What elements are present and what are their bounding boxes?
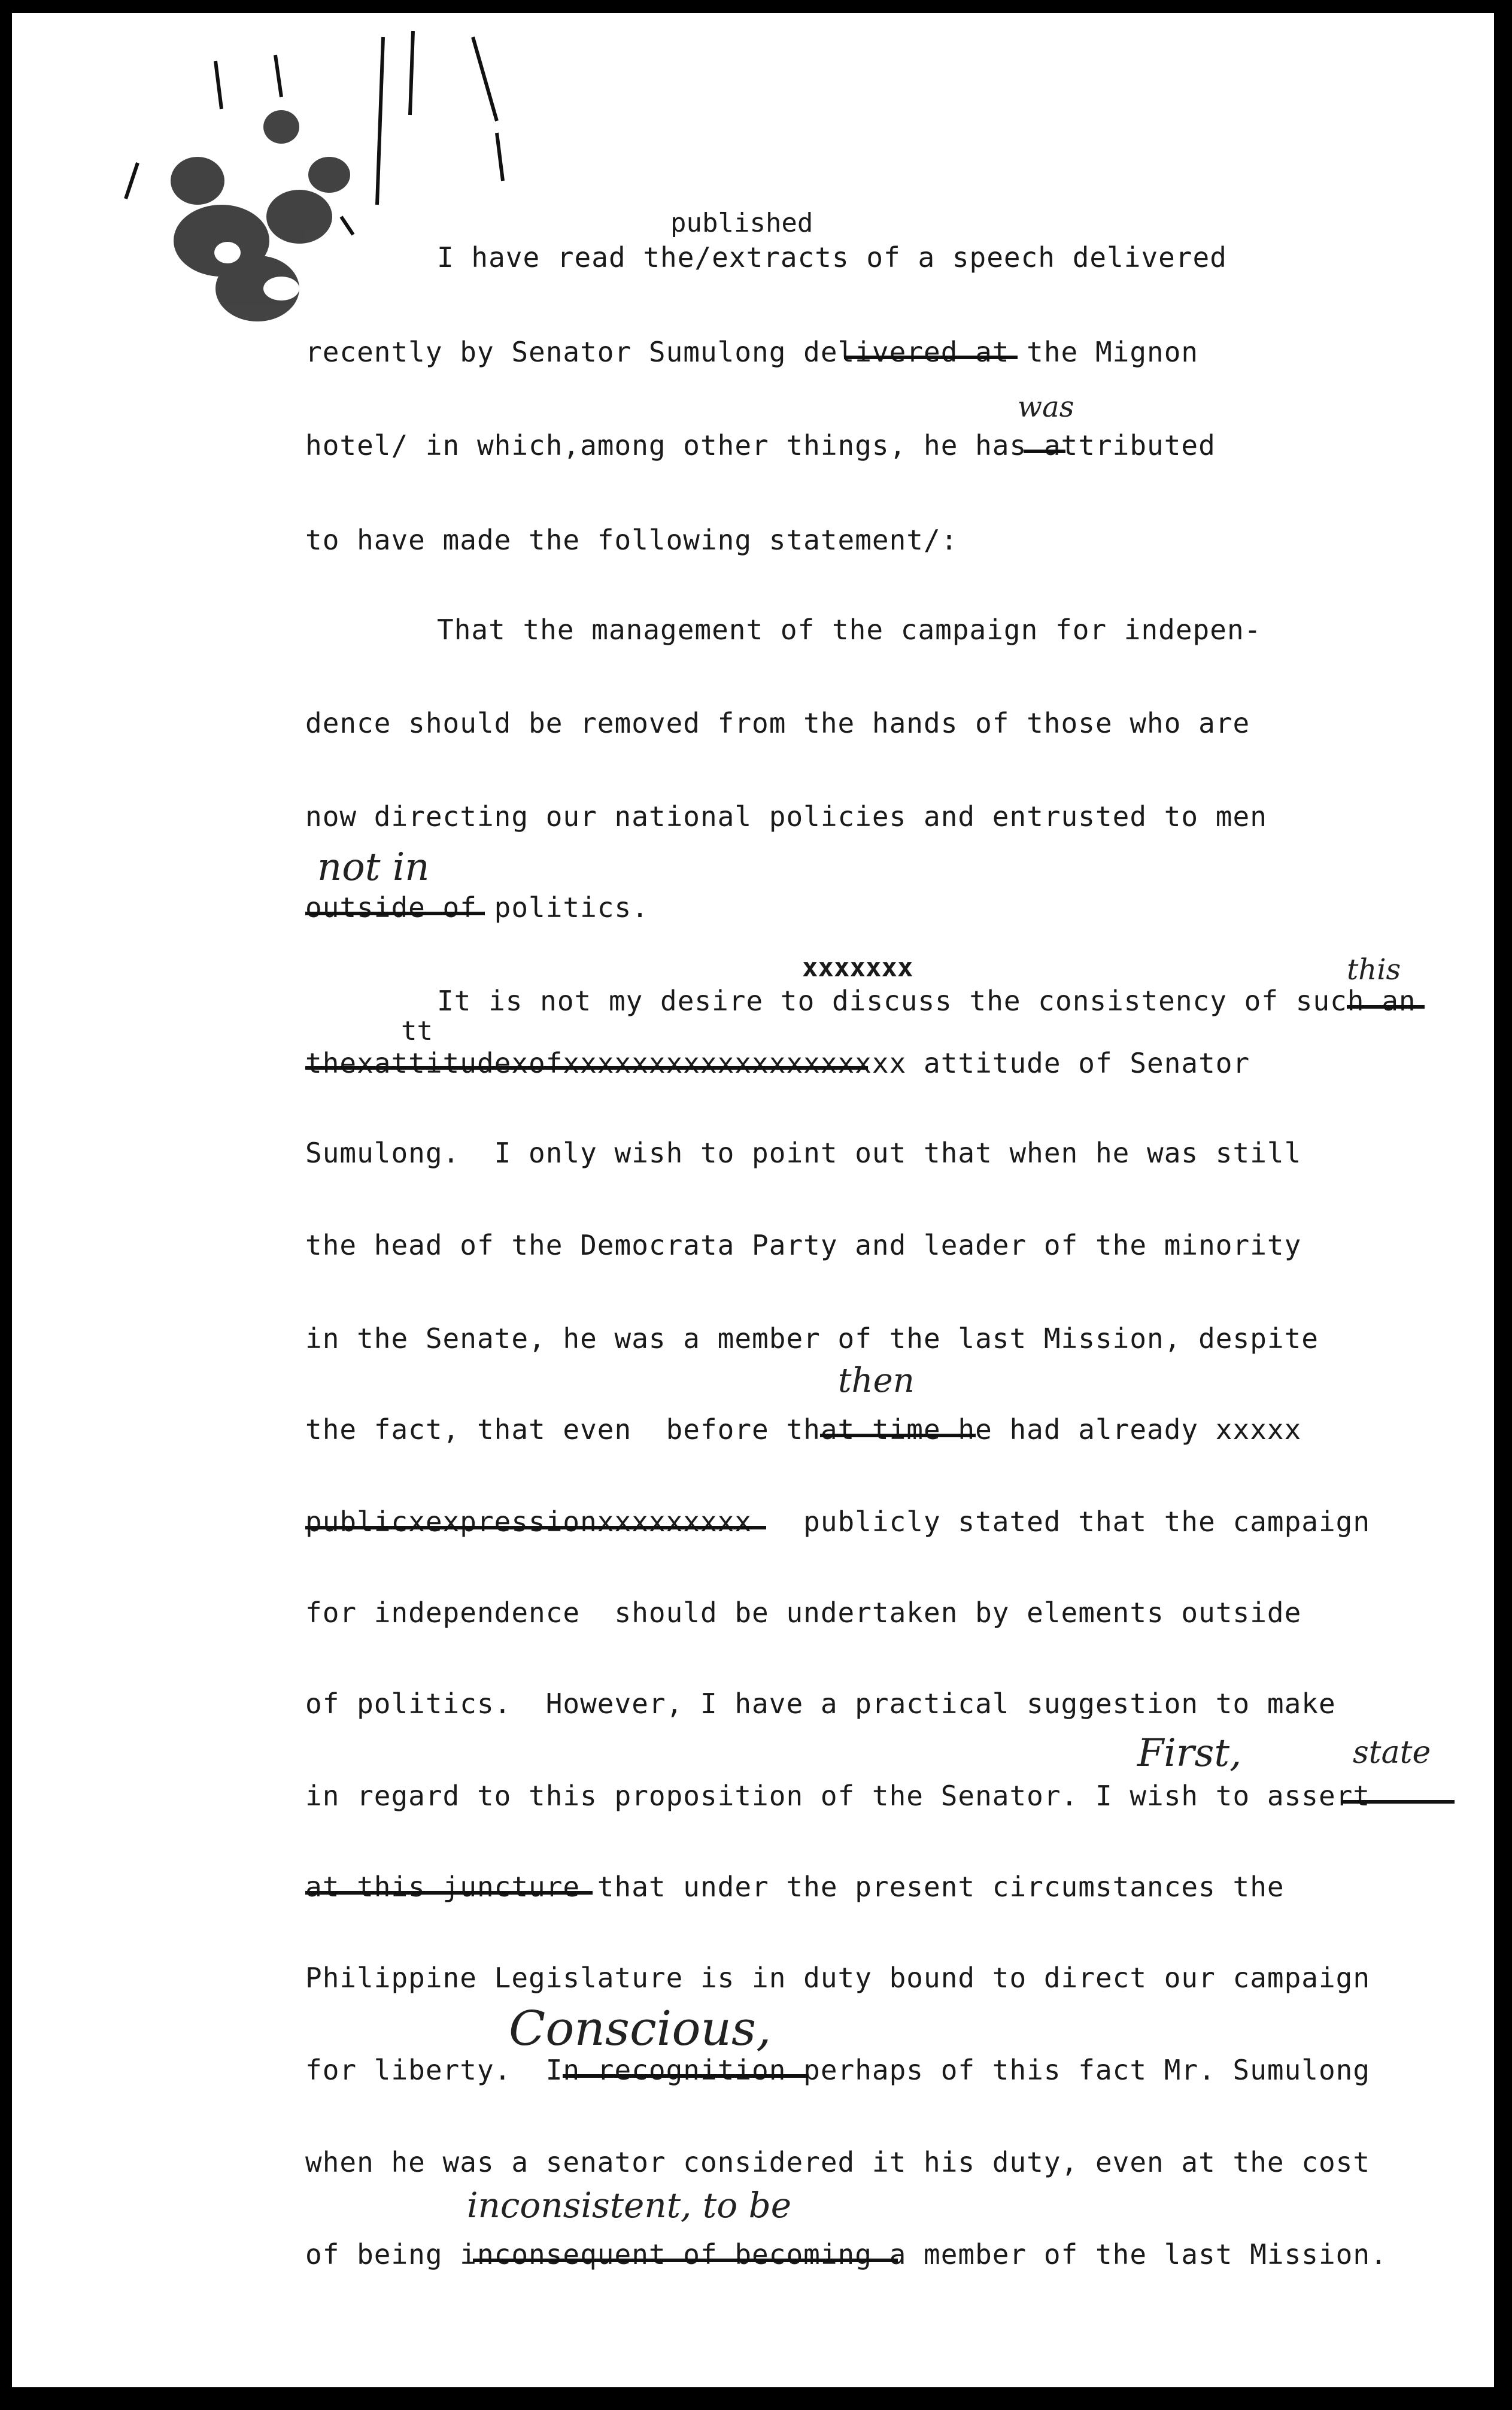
inserted-word-published: published [670, 208, 813, 238]
text-line-7: now directing our national policies and entrusted to men [305, 800, 1267, 833]
typed-insertion-tt: tt [401, 1016, 433, 1046]
text-line-9: It is not my desire to discuss the consistency of such an [437, 985, 1416, 1017]
text-line-8: outside of politics. [305, 891, 649, 924]
text-line-17: of politics. However, I have a practical suggestion to make [305, 1687, 1336, 1720]
text-line-16: for independence should be undertaken by elements outside [305, 1596, 1302, 1629]
text-line-22: when he was a senator considered it his duty, even at the cost [305, 2146, 1371, 2178]
text-line-15: publicxexpressionxxxxxxxxx publicly stated that the campaign [305, 1506, 1371, 1538]
handwritten-first: First, [1137, 1731, 1242, 1775]
text-line-6: dence should be removed from the hands of those who are [305, 707, 1250, 739]
text-line-4: to have made the following statement/: [305, 524, 958, 556]
text-line-23: of being inconsequent of becoming a member of the last Mission. [305, 2238, 1387, 2271]
handwritten-not-in: not in [317, 845, 430, 890]
handwritten-this: this [1347, 953, 1401, 987]
document-page [12, 13, 1494, 2387]
text-line-13: in the Senate, he was a member of the last Mission, despite [305, 1322, 1319, 1355]
typed-letter-body [12, 13, 1494, 2387]
handwritten-conscious: Conscious, [509, 2001, 772, 2056]
text-line-12: the head of the Democrata Party and leader of the minority [305, 1229, 1302, 1261]
text-line-14: the fact, that even before that time he had already xxxxx [305, 1413, 1302, 1446]
text-line-10: thexattitudexofxxxxxxxxxxxxxxxxxxxx attitude of Senator [305, 1047, 1250, 1079]
handwritten-then: then [838, 1361, 915, 1400]
typed-insertion-xxxx: xxxxxxx [802, 952, 913, 983]
handwritten-state: state [1353, 1735, 1431, 1771]
text-line-2: recently by Senator Sumulong delivered at the Mignon [305, 336, 1199, 368]
text-line-19: at this juncture that under the present circumstances the [305, 1871, 1285, 1903]
text-line-5: That the management of the campaign for indepen- [437, 614, 1262, 646]
text-line-21: for liberty. In recognition perhaps of this fact Mr. Sumulong [305, 2054, 1371, 2086]
handwritten-inconsistent: inconsistent, to be [467, 2185, 792, 2226]
handwritten-was: was [1018, 390, 1074, 424]
text-line-11: Sumulong. I only wish to point out that when he was still [305, 1137, 1302, 1169]
text-line-20: Philippine Legislature is in duty bound to direct our campaign [305, 1962, 1371, 1994]
text-line-3: hotel/ in which,among other things, he has attributed [305, 429, 1216, 462]
text-line-18: in regard to this proposition of the Senator. I wish to assert [305, 1780, 1371, 1812]
text-line-1: I have read the/extracts of a speech delivered [437, 241, 1227, 274]
